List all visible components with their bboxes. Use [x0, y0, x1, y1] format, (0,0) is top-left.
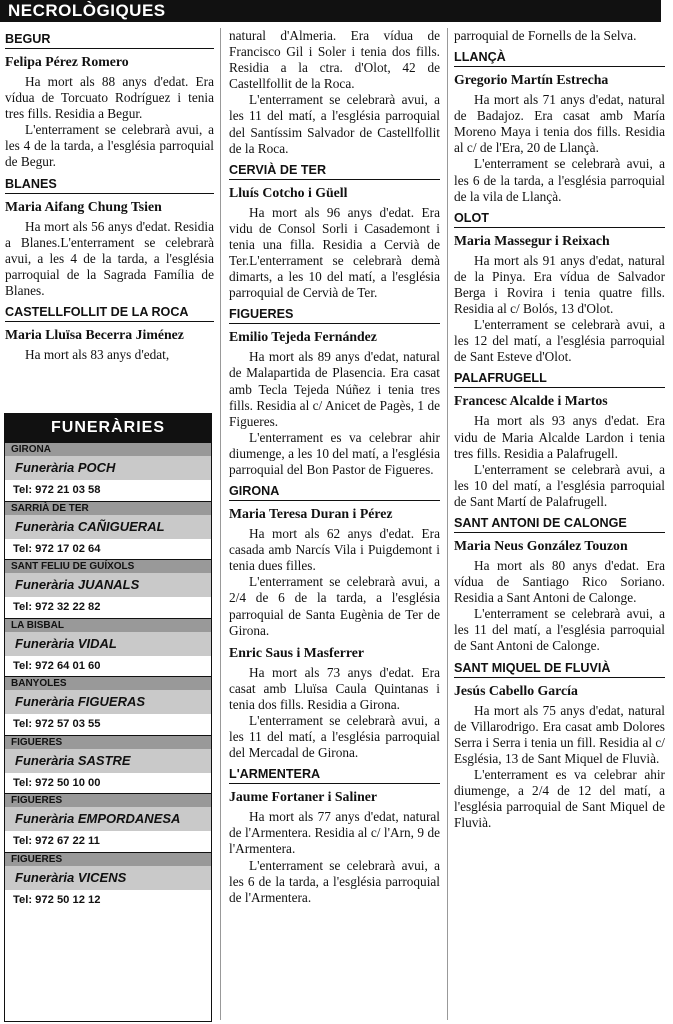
obituary-text: Ha mort als 91 anys d'edat, natural de la Pinya. Era vídua de Salvador Berga i Rovira i tenia quatre fills. Residia al c/ Bolós, 13 d'Olot. [454, 252, 665, 317]
obituary [5, 177, 214, 299]
obituary-text: L'enterrament se celebrarà avui, a les 11 del matí, a l'església parroquial del Mercadal de Girona. [229, 713, 440, 761]
obituary-text: L'enterrament se celebrarà avui, a les 4 de la tarda, a l'església parroquial de Begur. [5, 122, 214, 170]
column-2 [229, 28, 440, 906]
town-heading: GIRONA [229, 484, 440, 501]
obituary [454, 371, 665, 510]
funeral-phone: Tel: 972 64 01 60 [13, 659, 101, 672]
obituary-text: L'enterrament se celebrarà avui, a les 6 de la tarda, a l'església parroquial de la vila de Llançà. [454, 156, 665, 204]
obituary-text: Ha mort als 88 anys d'edat. Era vídua de Torcuato Rodríguez i tenia tres fills. Residia a Begur. [5, 74, 214, 122]
town-heading: BLANES [5, 177, 214, 194]
obituary-text: Ha mort als 56 anys d'edat. Residia a Blanes.L'enterrament se celebrarà avui, a les 4 de la tarda, a l'església parroquial de la Sagrada Família de Blanes. [5, 218, 214, 298]
obituary [454, 28, 665, 44]
obituary [229, 767, 440, 906]
town-heading: BEGUR [5, 32, 214, 49]
funerals-box [4, 413, 212, 1022]
funeral-home [5, 442, 211, 501]
funeral-home [5, 501, 211, 560]
obituary [229, 484, 440, 639]
column-divider [447, 28, 448, 1020]
obituary [5, 32, 214, 171]
funeral-home [5, 559, 211, 618]
obituary-text: parroquial de Fornells de la Selva. [454, 28, 637, 43]
funeral-name: Funerària VIDAL [5, 632, 211, 656]
funeral-phone: Tel: 972 50 10 00 [13, 776, 101, 789]
deceased-name: Maria Lluïsa Becerra Jiménez [5, 327, 184, 343]
funeral-name: Funerària POCH [5, 456, 211, 480]
section-header [0, 0, 661, 22]
funeral-city: BANYOLES [5, 677, 211, 690]
town-heading: L'ARMENTERA [229, 767, 440, 784]
funeral-phone: Tel: 972 57 03 55 [13, 718, 101, 730]
obituary-text: L'enterrament es va celebrar ahir diumenge, a 2/4 de 12 del matí, a l'església parroquial de Sant Miquel de Fluvià. [454, 766, 665, 831]
funeral-city: SANT FELIU DE GUÍXOLS [5, 560, 211, 573]
town-heading: CERVIÀ DE TER [229, 163, 440, 180]
funeral-phone: Tel: 972 32 22 82 [13, 601, 101, 613]
funeral-phone: Tel: 972 17 02 64 [13, 542, 101, 555]
deceased-name: Lluís Cotcho i Güell [229, 184, 348, 200]
section-title: NECROLÒGIQUES [8, 1, 166, 20]
obituary [229, 639, 440, 762]
funeral-home [5, 735, 211, 794]
obituary [229, 163, 440, 302]
column-3 [454, 28, 665, 831]
funeral-name: Funerària EMPORDANESA [5, 807, 211, 831]
obituary-text: L'enterrament se celebrarà avui, a les 11 del matí, a l'església parroquial del Santíssim Salvador de Castellfollit de la Roca. [229, 92, 440, 156]
deceased-name: Enric Saus i Masferrer [229, 644, 365, 660]
obituary [454, 211, 665, 366]
funeral-name: Funerària JUANALS [5, 573, 211, 597]
obituary [454, 516, 665, 655]
obituary-text: Ha mort als 89 anys d'edat, natural de Malapartida de Plasencia. Era casat amb Tecla Tejeda Núñez i tenia tres fills. Residia al c/ Anicet de Pagès, 1 de Figueres. [229, 349, 440, 429]
funeral-city: FIGUERES [5, 853, 211, 866]
town-heading: SANT MIQUEL DE FLUVIÀ [454, 661, 665, 678]
deceased-name: Jaume Fortaner i Saliner [229, 789, 378, 805]
deceased-name: Felipa Pérez Romero [5, 54, 129, 69]
town-heading: PALAFRUGELL [454, 371, 665, 388]
obituary-text: Ha mort als 93 anys d'edat. Era vidu de Maria Alcalde Lardon i tenia tres fills. Residia a Palafrugell. [454, 413, 665, 461]
obituary-text: Ha mort als 83 anys d'edat, [25, 347, 170, 363]
deceased-name: Maria Aifang Chung Tsien [5, 198, 162, 214]
deceased-name: Gregorio Martín Estrecha [454, 72, 609, 88]
obituary-text: L'enterrament se celebrarà avui, a les 10 del matí, a l'església parroquial de Sant Martí de Palafrugell. [454, 461, 665, 509]
deceased-name: Francesc Alcalde i Martos [454, 393, 608, 409]
town-heading: FIGUERES [229, 307, 440, 324]
funeral-home [5, 852, 211, 911]
obituary-text: Ha mort als 75 anys d'edat, natural de Villarodrigo. Era casat amb Dolores Serra i Serra i tenia un fill. Residia al c/ Església, 13 de Sant Miquel de Fluvià. [454, 702, 665, 766]
deceased-name: Jesús Cabello García [454, 682, 578, 698]
funerals-title: FUNERÀRIES [5, 414, 211, 442]
funeral-home [5, 676, 211, 735]
deceased-name: Maria Neus González Touzon [454, 537, 628, 553]
obituary-text: L'enterrament se celebrarà avui, a les 12 del matí, a l'església parroquial de Sant Esteve d'Olot. [454, 317, 665, 365]
deceased-name: Maria Teresa Duran i Pérez [229, 506, 393, 522]
funeral-home [5, 793, 211, 852]
obituary-text: L'enterrament es va celebrar ahir diumenge, a les 10 del matí, a l'església parroquial del Bon Pastor de Figueres. [229, 429, 440, 477]
obituary-text: Ha mort als 96 anys d'edat. Era vidu de Consol Sorli i Casademont i tenia una filla. Residia a Cervià de Ter.L'enterrament se celebrarà demà dimarts, a les 10 del matí, a l'església parroquial de Cervià de Ter. [229, 204, 440, 301]
obituary-text: L'enterrament se celebrarà avui, a les 11 del matí, a l'església parroquial de Sant Antoni de Calonge. [454, 606, 665, 654]
column-divider [220, 28, 221, 1020]
funeral-city: LA BISBAL [5, 619, 211, 632]
town-heading: LLANÇÀ [454, 50, 665, 67]
funeral-city: SARRIÀ DE TER [5, 502, 211, 515]
town-heading: OLOT [454, 211, 665, 228]
funeral-phone: Tel: 972 50 12 12 [13, 893, 101, 906]
obituary-text: Ha mort als 80 anys d'edat. Era vídua de Santiago Rico Soriano. Residia a Sant Antoni de Calonge. [454, 557, 665, 606]
funeral-name: Funerària CAÑIGUERAL [5, 515, 211, 539]
obituary-text: Ha mort als 62 anys d'edat. Era casada amb Narcís Vila i Puigdemont i tenia dues filles. [229, 526, 440, 574]
obituary [5, 305, 214, 363]
funeral-city: GIRONA [5, 443, 211, 456]
column-1 [5, 28, 214, 363]
obituary-text: Ha mort als 73 anys d'edat. Era casat amb Lluïsa Caula Quintanas i tenia dos fills. Residia a Girona. [229, 664, 440, 712]
obituary [454, 50, 665, 205]
town-heading: SANT ANTONI DE CALONGE [454, 516, 665, 533]
funeral-city: FIGUERES [5, 736, 211, 749]
funeral-home [5, 618, 211, 677]
funeral-phone: Tel: 972 21 03 58 [13, 484, 101, 496]
funeral-city: FIGUERES [5, 794, 211, 807]
obituary [454, 661, 665, 832]
funeral-phone: Tel: 972 67 22 11 [13, 835, 100, 847]
obituary [229, 28, 440, 157]
obituary-text: L'enterrament se celebrarà avui, a 2/4 de 6 de la tarda, a l'església parroquial de Santa Eugènia de Ter de Girona. [229, 574, 440, 638]
obituary-text: Ha mort als 77 anys d'edat, natural de l'Armentera. Residia al c/ l'Arn, 9 de l'Armentera. [229, 809, 440, 857]
funeral-name: Funerària SASTRE [5, 749, 211, 773]
obituary [229, 307, 440, 478]
funeral-name: Funerària FIGUERAS [5, 690, 211, 714]
funeral-name: Funerària VICENS [5, 866, 211, 890]
obituary-text: natural d'Almeria. Era vídua de Francisco Gil i Soler i tenia dos fills. Residia a la ctra. d'Olot, 42 de Castellfollit de la Roca. [229, 28, 440, 92]
obituary-text: L'enterrament se celebrarà avui, a les 6 de la tarda, a l'església parroquial de l'Armentera. [229, 857, 440, 905]
deceased-name: Maria Massegur i Reixach [454, 232, 610, 248]
town-heading: CASTELLFOLLIT DE LA ROCA [5, 305, 214, 322]
obituary-text: Ha mort als 71 anys d'edat, natural de Badajoz. Era casat amb María Moreno Maya i tenia dos fills. Residia al c/ de l'Era, 20 de Llançà. [454, 92, 665, 156]
deceased-name: Emilio Tejeda Fernández [229, 329, 377, 345]
